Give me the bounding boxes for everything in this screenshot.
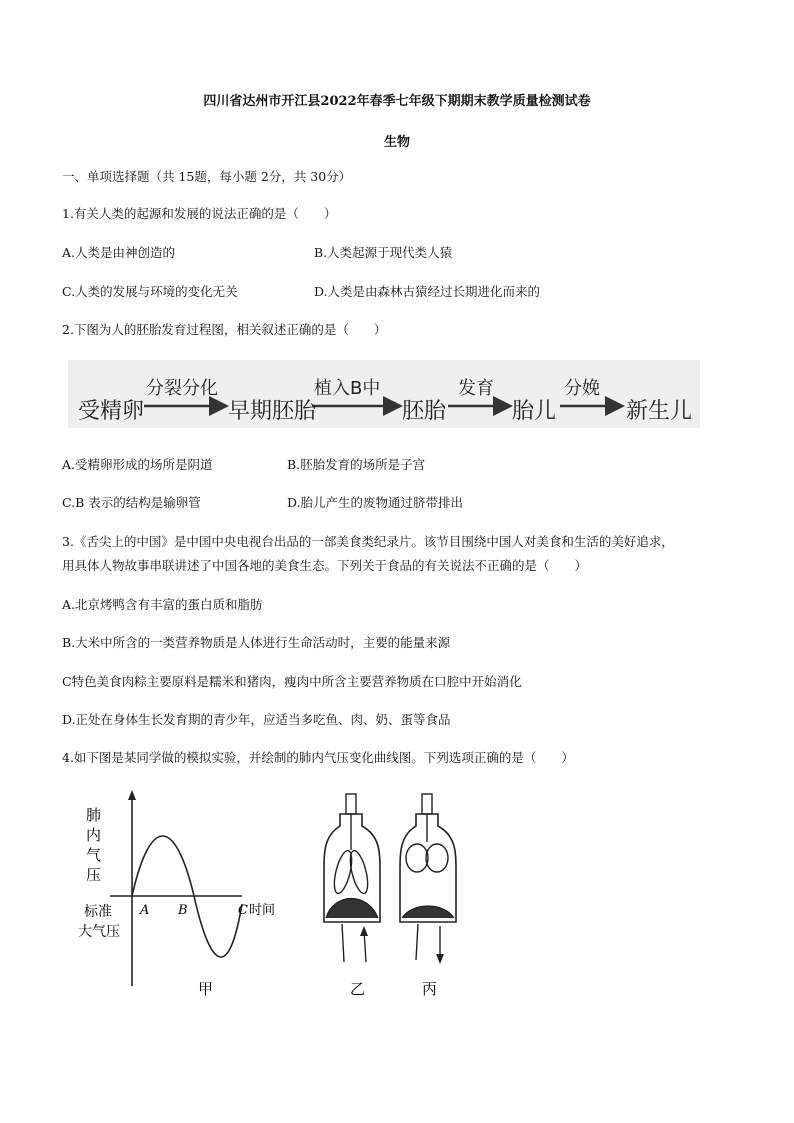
- label-division-differentiation: 分裂分化: [146, 378, 218, 399]
- point-a: A: [140, 903, 150, 918]
- q3-option-b: B.大米中所含的一类营养物质是人体进行生命活动时，主要的能量来源: [62, 635, 451, 650]
- q2-option-a: A.受精卵形成的场所是阴道: [62, 457, 213, 472]
- q1-option-d: D.人类是由森林古猿经过长期进化而来的: [314, 284, 541, 299]
- node-early-embryo: 早期胚胎: [228, 399, 317, 424]
- ylabel-top-3: 压: [86, 866, 102, 884]
- q1-option-a: A.人类是由神创造的: [62, 245, 176, 260]
- bell-jar-models: [318, 792, 458, 1002]
- graph-xlabel: 时间: [249, 903, 276, 918]
- section-heading: 一、单项选择题（共 15题，每小题 2分，共 30分）: [62, 169, 352, 184]
- caption-yi: 乙: [350, 980, 366, 998]
- ylabel-bottom-0: 标准: [84, 904, 112, 920]
- label-delivery: 分娩: [564, 378, 600, 399]
- subject-title: 生物: [383, 135, 410, 150]
- q1-option-b: B.人类起源于现代类人猿: [314, 245, 453, 260]
- node-fetus: 胎儿: [512, 399, 557, 424]
- label-develop: 发育: [458, 378, 494, 399]
- q1-option-c: C.人类的发展与环境的变化无关: [62, 284, 238, 299]
- question-3-stem-line1: 3.《舌尖上的中国》是中国中央电视台出品的一部美食类纪录片。该节目围绕中国人对美食和生活的美好追求，: [62, 534, 674, 549]
- bell-jar-bing: [400, 794, 456, 964]
- question-4-stem: 4.如下图是某同学做的模拟实验，并绘制的肺内气压变化曲线图。下列选项正确的是（ ）: [62, 750, 574, 765]
- bell-jar-yi: [324, 794, 380, 962]
- lung-pressure-graph: [70, 786, 300, 1000]
- q2-option-d: D.胎儿产生的废物通过脐带排出: [287, 495, 464, 510]
- question-2-stem: 2.下图为人的胚胎发育过程图，相关叙述正确的是（ ）: [62, 322, 387, 337]
- ylabel-bottom-1: 大气压: [78, 924, 120, 940]
- node-fertilized-egg: 受精卵: [78, 399, 145, 424]
- point-b: B: [178, 903, 188, 918]
- point-c: C: [238, 903, 248, 918]
- embryo-development-flowchart: [68, 360, 700, 428]
- node-embryo: 胚胎: [402, 399, 447, 424]
- label-implant-b: 植入B中: [314, 378, 381, 399]
- ylabel-top-0: 肺: [86, 806, 102, 824]
- ylabel-top-2: 气: [86, 846, 102, 864]
- q3-option-a: A.北京烤鸭含有丰富的蛋白质和脂肪: [62, 597, 263, 612]
- q2-option-b: B.胚胎发育的场所是子宫: [287, 457, 426, 472]
- caption-bing: 丙: [422, 980, 438, 998]
- question-1-stem: 1.有关人类的起源和发展的说法正确的是（ ）: [62, 206, 337, 221]
- question-3-stem-line2: 用具体人物故事串联讲述了中国各地的美食生态。下列关于食品的有关说法不正确的是（ ）: [62, 558, 588, 573]
- exam-title: 四川省达州市开江县2022年春季七年级下期期末教学质量检测试卷: [203, 94, 591, 109]
- ylabel-top-1: 内: [86, 826, 102, 844]
- q2-option-c: C.B 表示的结构是输卵管: [62, 495, 201, 510]
- node-newborn: 新生儿: [626, 399, 693, 424]
- q3-option-c: C特色美食肉粽主要原料是糯米和猪肉，瘦肉中所含主要营养物质在口腔中开始消化: [62, 674, 522, 689]
- caption-jia: 甲: [198, 980, 214, 998]
- q3-option-d: D.正处在身体生长发育期的青少年，应适当多吃鱼、肉、奶、蛋等食品: [62, 712, 451, 727]
